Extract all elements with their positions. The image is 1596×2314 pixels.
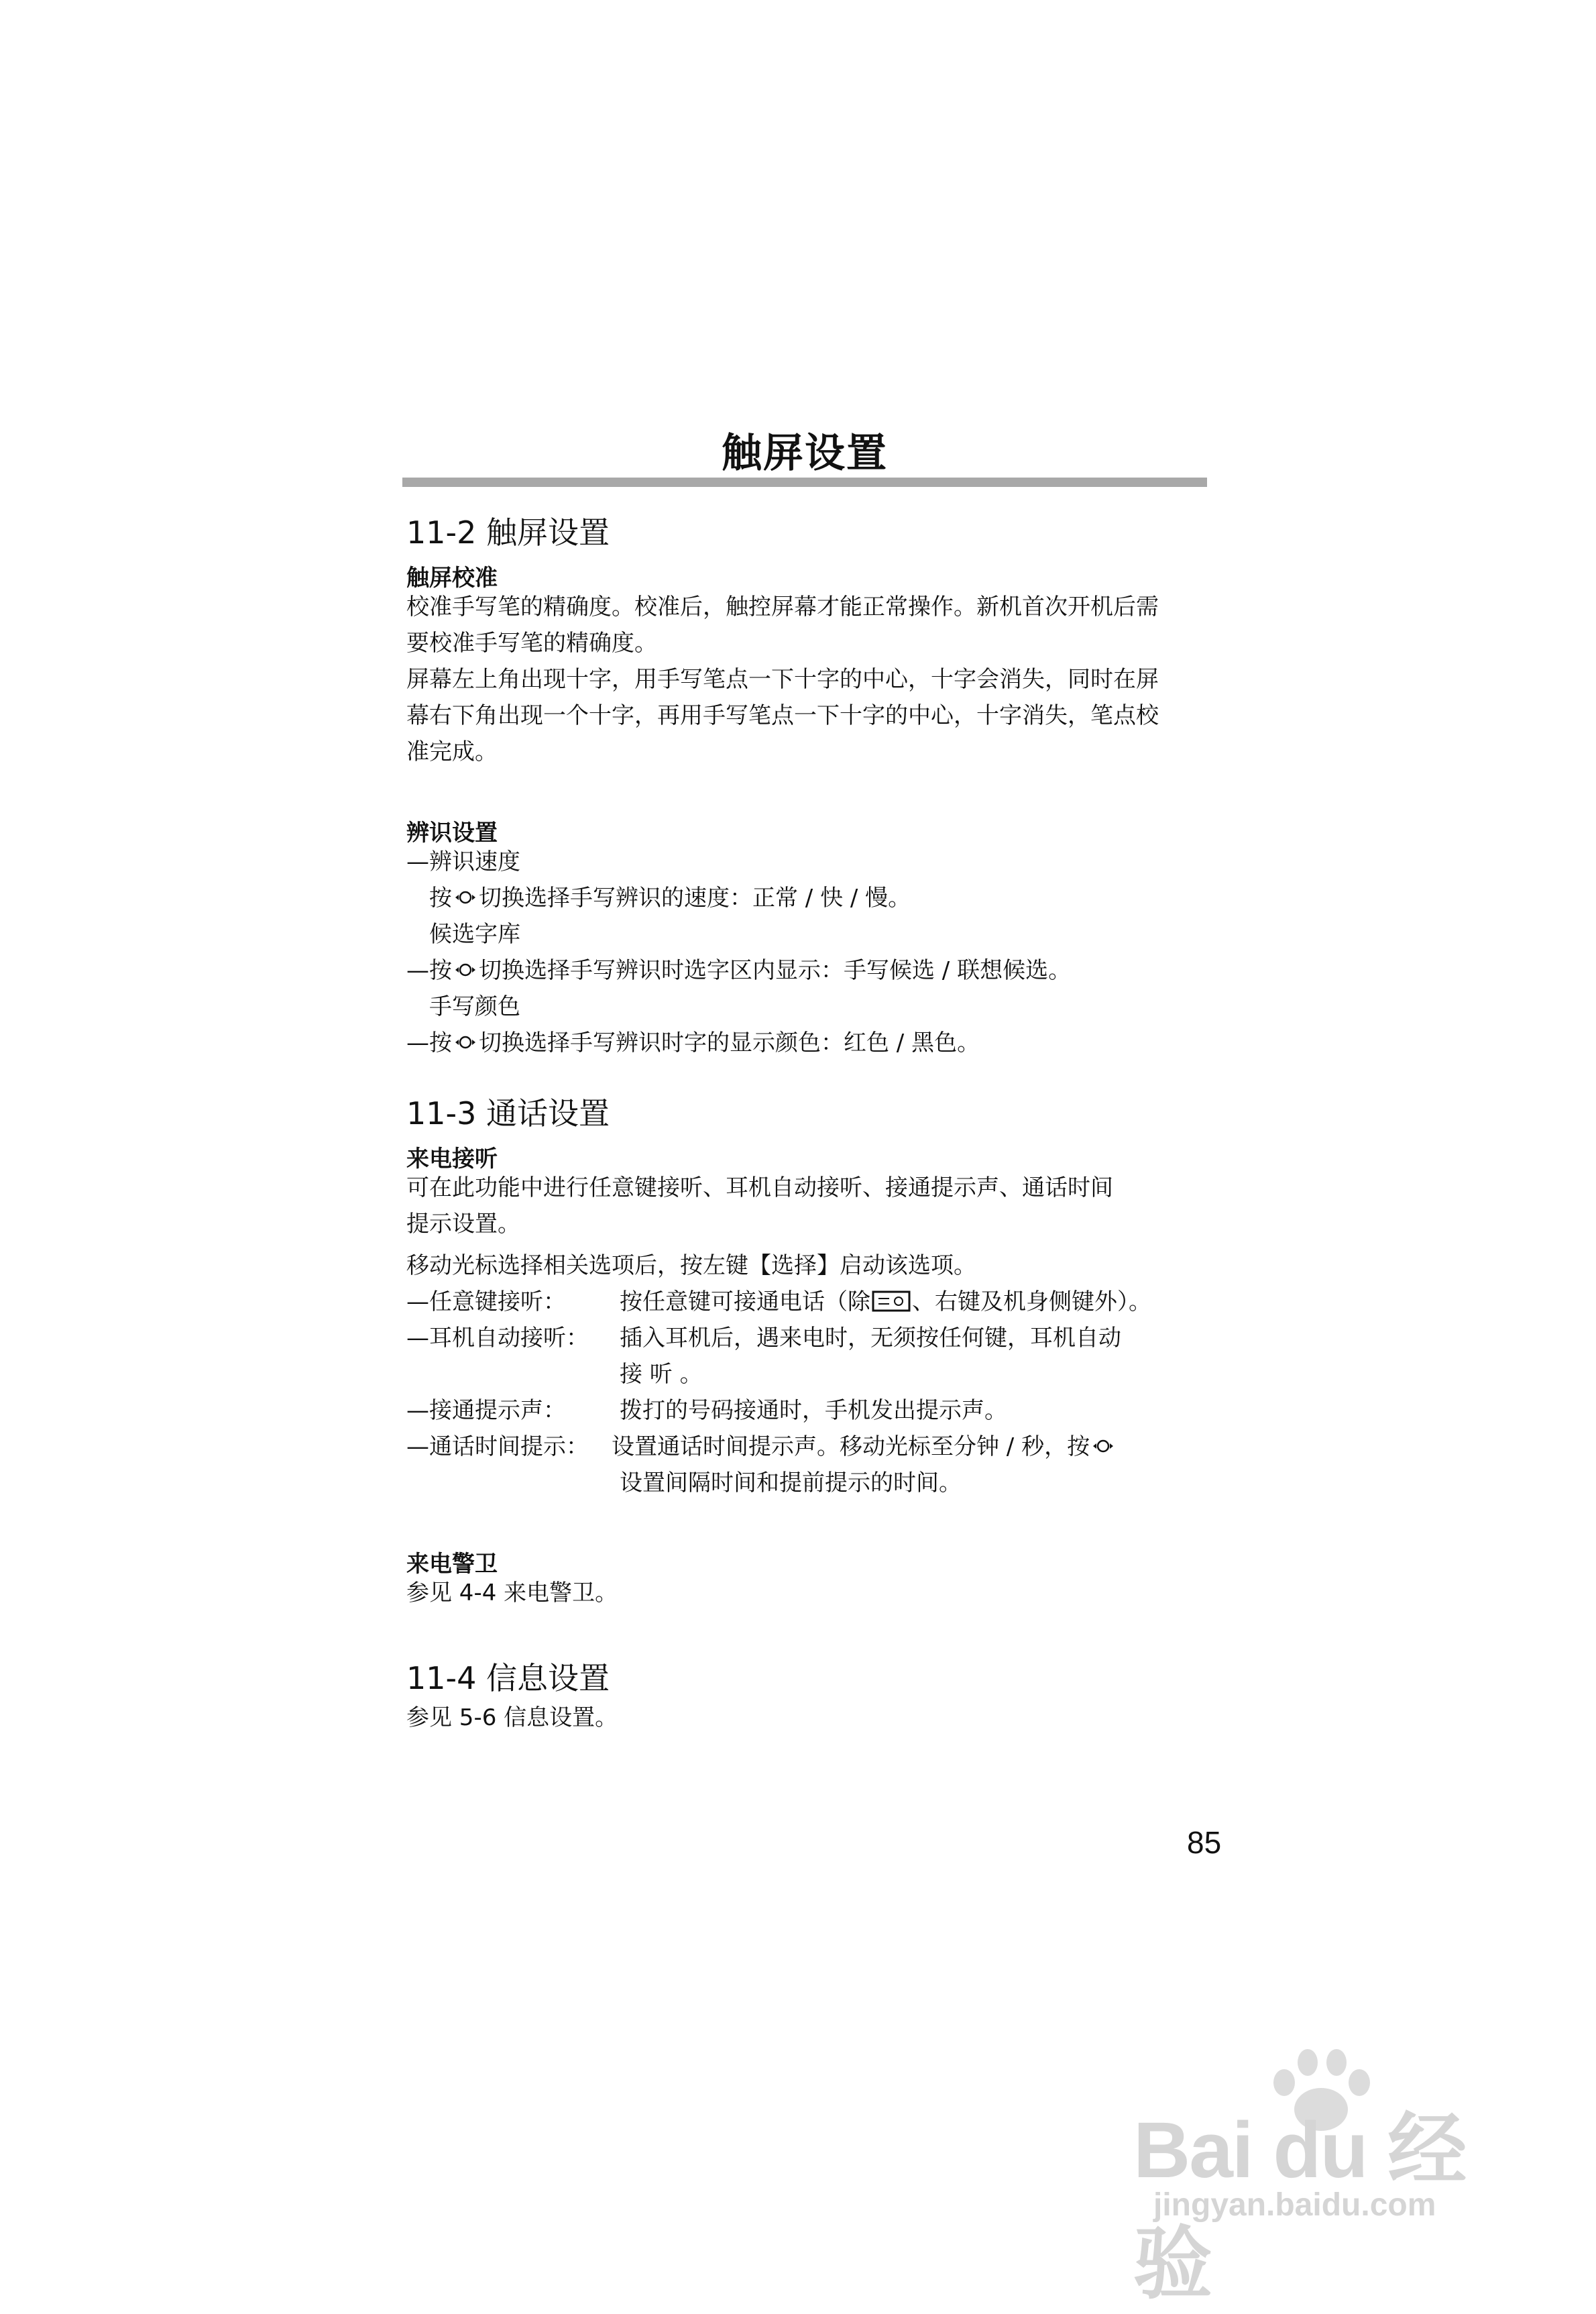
page-number: 85 xyxy=(1187,1825,1222,1860)
handwriting-color-label: 手写颜色 xyxy=(429,993,520,1020)
any-key-label: —任意键接听： xyxy=(406,1288,566,1315)
call-timer-label: —通话时间提示： xyxy=(406,1433,589,1460)
dpad-left-right-icon xyxy=(455,959,476,981)
calibration-line-4: 幕右下角出现一个十字，再用手写笔点一下十字的中心，十字消失，笔点校 xyxy=(406,702,1159,729)
connect-tone-text: 拨打的号码接通时，手机发出提示声。 xyxy=(620,1397,1007,1424)
subheading-incoming-answer: 来电接听 xyxy=(406,1146,498,1172)
subheading-calibration: 触屏校准 xyxy=(406,565,498,592)
subheading-call-guard: 来电警卫 xyxy=(406,1551,498,1578)
any-key-text xyxy=(620,1290,1151,1313)
dpad-left-right-icon xyxy=(1092,1435,1114,1457)
section-heading-11-2: 11-2 触屏设置 xyxy=(406,514,610,551)
calibration-line-1: 校准手写笔的精确度。校准后，触控屏幕才能正常操作。新机首次开机后需 xyxy=(406,594,1159,620)
headset-text-2: 接 听 。 xyxy=(620,1361,703,1388)
connect-tone-label: —接通提示声： xyxy=(406,1397,566,1424)
candidate-library-text xyxy=(406,959,1071,982)
candidate-library-label: 候选字库 xyxy=(429,921,520,948)
any-key-pre: 按任意键可接通电话（除 xyxy=(620,1288,870,1315)
handwriting-color-text xyxy=(406,1032,980,1054)
watermark-logo: Bai du 经验 xyxy=(1133,2106,1466,2309)
color-post: 切换选择手写辨识时字的显示颜色：红色 / 黑色。 xyxy=(479,1030,980,1056)
any-key-post: 、右键及机身侧键外）。 xyxy=(912,1288,1151,1315)
color-pre: —按 xyxy=(406,1030,452,1056)
lib-pre: —按 xyxy=(406,957,452,984)
headset-text-1: 插入耳机后，遇来电时，无须按任何键，耳机自动 xyxy=(620,1325,1121,1352)
call-timer-text-1 xyxy=(612,1435,1117,1458)
dpad-left-right-icon xyxy=(455,1032,476,1053)
section-heading-11-3: 11-3 通话设置 xyxy=(406,1095,610,1132)
watermark-url: jingyan.baidu.com xyxy=(1153,2187,1436,2223)
answer-line-1: 可在此功能中进行任意键接听、耳机自动接听、接通提示声、通话时间 xyxy=(406,1174,1113,1201)
page-title: 触屏设置 xyxy=(722,430,888,477)
send-key-icon xyxy=(872,1290,911,1312)
call-guard-text: 参见 4-4 来电警卫。 xyxy=(406,1580,618,1606)
calibration-line-2: 要校准手写笔的精确度。 xyxy=(406,630,657,657)
baidu-jingyan-watermark xyxy=(1133,2086,1509,2309)
title-divider xyxy=(402,478,1207,487)
section-heading-11-4: 11-4 信息设置 xyxy=(406,1660,610,1696)
recognition-speed-text xyxy=(429,887,911,910)
lib-post: 切换选择手写辨识时选字区内显示：手写候选 / 联想候选。 xyxy=(479,957,1072,984)
calibration-line-5: 准完成。 xyxy=(406,738,498,765)
timer-pre: 设置通话时间提示声。移动光标至分钟 / 秒，按 xyxy=(612,1433,1090,1460)
speed-post: 切换选择手写辨识的速度：正常 / 快 / 慢。 xyxy=(479,885,911,912)
call-timer-text-2: 设置间隔时间和提前提示的时间。 xyxy=(620,1470,962,1496)
answer-line-2: 提示设置。 xyxy=(406,1211,520,1237)
subheading-recognition: 辨识设置 xyxy=(406,820,498,846)
answer-line-3: 移动光标选择相关选项后，按左键【选择】启动该选项。 xyxy=(406,1252,976,1279)
dpad-left-right-icon xyxy=(455,887,476,908)
message-settings-text: 参见 5-6 信息设置。 xyxy=(406,1704,618,1731)
calibration-line-3: 屏幕左上角出现十字，用手写笔点一下十字的中心，十字会消失，同时在屏 xyxy=(406,666,1159,693)
recognition-speed-label: —辨识速度 xyxy=(406,848,520,875)
speed-pre: 按 xyxy=(429,885,452,912)
headset-label: —耳机自动接听： xyxy=(406,1325,589,1352)
